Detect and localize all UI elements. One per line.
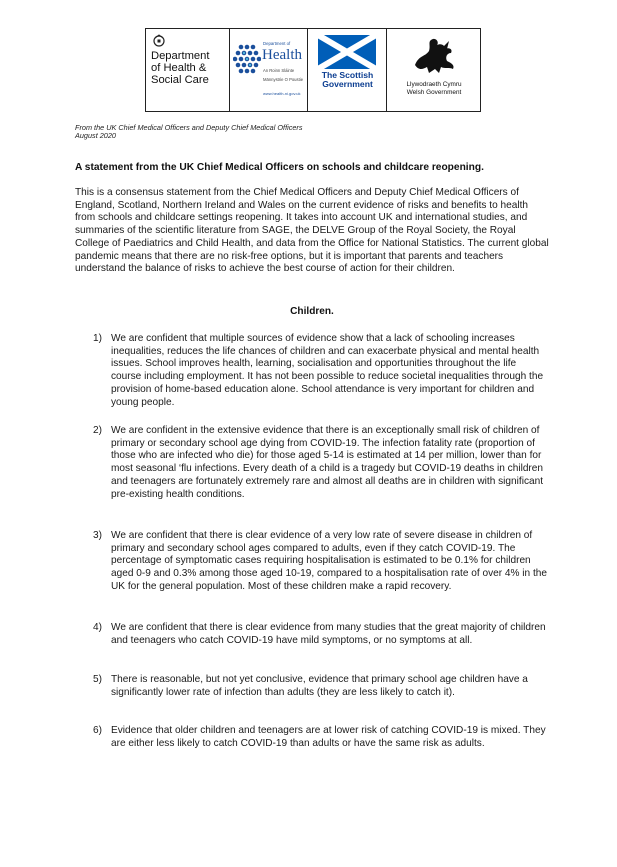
document-title: A statement from the UK Chief Medical Officers on schools and childcare reopening. [75,162,484,173]
list-item [93,425,549,501]
list-item-text: There is reasonable, but not yet conclusive, evidence that primary school age children have a significantly lower rate of infection than adults (they are less likely to catch it). [111,674,528,698]
list-item [93,725,549,750]
meta-date: August 2020 [75,131,116,140]
health-ni-url: www.health-ni.gov.uk [263,91,301,96]
dragon-icon [411,35,457,77]
dhsc-name-line2: of Health & [151,62,207,74]
saltire-flag-icon [318,35,376,69]
health-ni-logo [229,29,307,111]
government-logos-bar [145,28,481,112]
list-item-number: 3) [93,530,102,541]
section-heading-children: Children. [290,306,334,317]
list-item-number: 4) [93,622,102,633]
list-item [93,333,549,409]
intro-paragraph: This is a consensus statement from the Chief Medical Officers and Deputy Chief Medical Officers of England, Scotland, Northern Ireland and Wales on the current evidence of risks and benefits to health from schools and childcare settings reopening. It takes into account UK and international studies, and summaries of the scientific literature from SAGE, the DELVE Group of the Royal Society, the Royal College of Paediatrics and Child Health, and data from the Office for National Statistics. The current global pandemic means that there are no risk-free options, but it is important that parents and teachers understand the balance of risks to achieve the best course of action for their children. [75,187,549,275]
scotland-line2: Government [322,78,373,89]
dhsc-name-line3: Social Care [151,74,209,86]
list-item-text: Evidence that older children and teenagers are at lower risk of catching COVID-19 is mixed. They are either less likely to catch COVID-19 than adults or have the same risk as adults. [111,725,546,749]
list-item-text: We are confident that there is clear evidence from many studies that the great majority of children and teenagers who catch COVID-19 have mild symptoms, or no symptoms at all. [111,622,546,646]
hexagon-dots-icon [233,43,261,75]
list-item-number: 1) [93,333,102,344]
scotland-line1: The Scottish [321,70,374,80]
health-ni-irish-name: An Roinn Sláinte [263,68,295,73]
list-item-number: 6) [93,725,102,736]
health-ni-dept-label: Department of [263,41,291,46]
dhsc-logo [146,29,229,111]
list-item-text: We are confident that there is clear evidence of a very low rate of severe disease in children of primary and secondary school ages compared to adults, even if they catch COVID-19. The percentage of symptomatic cases requiring hospitalisation is estimated to be 0.1% for children aged 0-9 and 0.3% among those aged 10-19, compared to a hospitalisation rate of over 4% in the UK for the general population. Most of these children make a rapid recovery. [111,530,548,592]
document-meta [75,124,303,140]
list-item [93,674,549,699]
royal-crest-icon [152,34,166,48]
wales-english-name: Welsh Government [406,89,462,96]
welsh-government-logo [386,29,480,111]
meta-from: From the UK Chief Medical Officers and Deputy Chief Medical Officers [75,123,303,132]
health-ni-ulster-scots-name: Männystrie O Poustie [263,77,304,82]
list-item [93,530,549,594]
dhsc-name-line1: Department [151,50,210,62]
list-item-number: 2) [93,425,102,436]
scottish-government-logo [307,29,386,111]
health-ni-name: Health [262,47,302,63]
list-item-number: 5) [93,674,102,685]
wales-welsh-name: Llywodraeth Cymru [406,81,462,88]
list-item-text: We are confident in the extensive evidence that there is an exceptionally small risk of children of primary or secondary school age dying from COVID-19. The infection fatality rate (proportion of those who are infected who die) for those aged 5-14 is estimated at 14 per million, lower than for most seasonal ‘flu infections. Every death of a child is a tragedy but COVID-19 deaths in children and teenagers are fortunately extremely rare and almost all deaths are in children with significant pre-existing health conditions. [111,425,544,500]
list-item [93,622,549,647]
list-item-text: We are confident that multiple sources of evidence show that a lack of schooling increases inequalities, reduces the life chances of children and can exacerbate physical and mental health issues. School improves health, learning, socialisation and opportunities throughout the life course including employment. It has not been possible to reduce societal inequalities through the provision of home-based education alone. School attendance is very important for children and young people. [111,333,544,408]
